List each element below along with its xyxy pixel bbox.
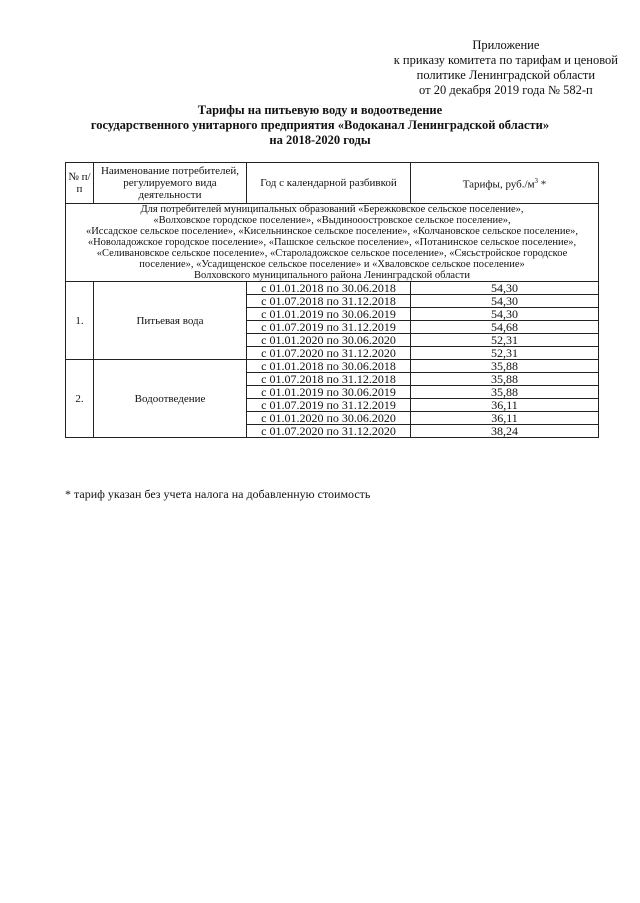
consumers-line: «Селивановское сельское поселение», «Староладожское сельское поселение», «Сясьстройское городское <box>96 248 568 259</box>
period-cell: с 01.01.2019 по 30.06.2019 <box>247 386 411 399</box>
table-row <box>66 360 599 373</box>
tariffs-table <box>65 162 599 438</box>
appendix-line: к приказу комитета по тарифам и ценовой <box>393 53 618 67</box>
appendix-header <box>394 38 618 98</box>
consumers-row <box>66 204 599 282</box>
appendix-line: Приложение <box>472 38 540 52</box>
document-title <box>0 103 640 148</box>
appendix-line: политике Ленинградской области <box>416 68 596 82</box>
period-cell: с 01.01.2018 по 30.06.2018 <box>247 282 411 295</box>
table-header-row <box>66 163 599 204</box>
appendix-line: от 20 декабря 2019 года № 582-п <box>419 83 593 97</box>
period-cell: с 01.07.2018 по 31.12.2018 <box>247 373 411 386</box>
header-period: Год с календарной разбивкой <box>247 163 411 204</box>
period-cell: с 01.01.2020 по 30.06.2020 <box>247 412 411 425</box>
consumers-cell <box>66 204 599 282</box>
consumers-line: Волховского муниципального района Ленинградской области <box>194 270 470 281</box>
tariff-value: 54,30 <box>411 308 599 321</box>
service-name: Водоотведение <box>94 360 247 438</box>
tariff-value: 38,24 <box>411 425 599 438</box>
header-num: № п/п <box>66 163 94 204</box>
consumers-line: поселение», «Усадищенское сельское поселение» и «Хваловское сельское поселение» <box>139 259 525 270</box>
tariff-value: 35,88 <box>411 373 599 386</box>
tariff-value: 52,31 <box>411 347 599 360</box>
footnote: * тариф указан без учета налога на добавленную стоимость <box>65 487 371 501</box>
tariff-value: 54,68 <box>411 321 599 334</box>
consumers-line: «Иссадское сельское поселение», «Кисельнинское сельское поселение», «Колчановское сельское поселение», <box>85 226 579 237</box>
period-cell: с 01.01.2019 по 30.06.2019 <box>247 308 411 321</box>
period-cell: с 01.07.2019 по 31.12.2019 <box>247 321 411 334</box>
tariff-value: 36,11 <box>411 412 599 425</box>
header-tariff-sup: 3 <box>534 177 539 186</box>
header-tariff-mark: * <box>538 178 547 191</box>
header-tariff <box>411 163 599 204</box>
title-line: на 2018-2020 годы <box>269 133 371 147</box>
header-tariff-label: Тарифы, руб./м <box>462 178 535 191</box>
tariff-value: 54,30 <box>411 295 599 308</box>
consumers-line: «Новоладожское городское поселение», «Пашское сельское поселение», «Потанинское сельское поселение», <box>87 237 577 248</box>
period-cell: с 01.01.2018 по 30.06.2018 <box>247 360 411 373</box>
tariff-value: 35,88 <box>411 360 599 373</box>
title-line: Тарифы на питьевую воду и водоотведение <box>197 103 443 117</box>
tariff-value: 54,30 <box>411 282 599 295</box>
period-cell: с 01.07.2019 по 31.12.2019 <box>247 399 411 412</box>
tariff-value: 35,88 <box>411 386 599 399</box>
header-name: Наименование потребителей, регулируемого вида деятельности <box>94 163 247 204</box>
group-num: 1. <box>66 282 94 360</box>
period-cell: с 01.01.2020 по 30.06.2020 <box>247 334 411 347</box>
period-cell: с 01.07.2020 по 31.12.2020 <box>247 425 411 438</box>
service-name: Питьевая вода <box>94 282 247 360</box>
consumers-line: Для потребителей муниципальных образований «Бережковское сельское поселение», <box>140 204 524 215</box>
tariff-value: 52,31 <box>411 334 599 347</box>
table-row <box>66 282 599 295</box>
period-cell: с 01.07.2020 по 31.12.2020 <box>247 347 411 360</box>
group-num: 2. <box>66 360 94 438</box>
period-cell: с 01.07.2018 по 31.12.2018 <box>247 295 411 308</box>
title-line: государственного унитарного предприятия «Водоканал Ленинградской области» <box>90 118 550 132</box>
consumers-line: «Волховское городское поселение», «Выдинооостровское сельское поселение», <box>153 215 511 226</box>
tariff-value: 36,11 <box>411 399 599 412</box>
